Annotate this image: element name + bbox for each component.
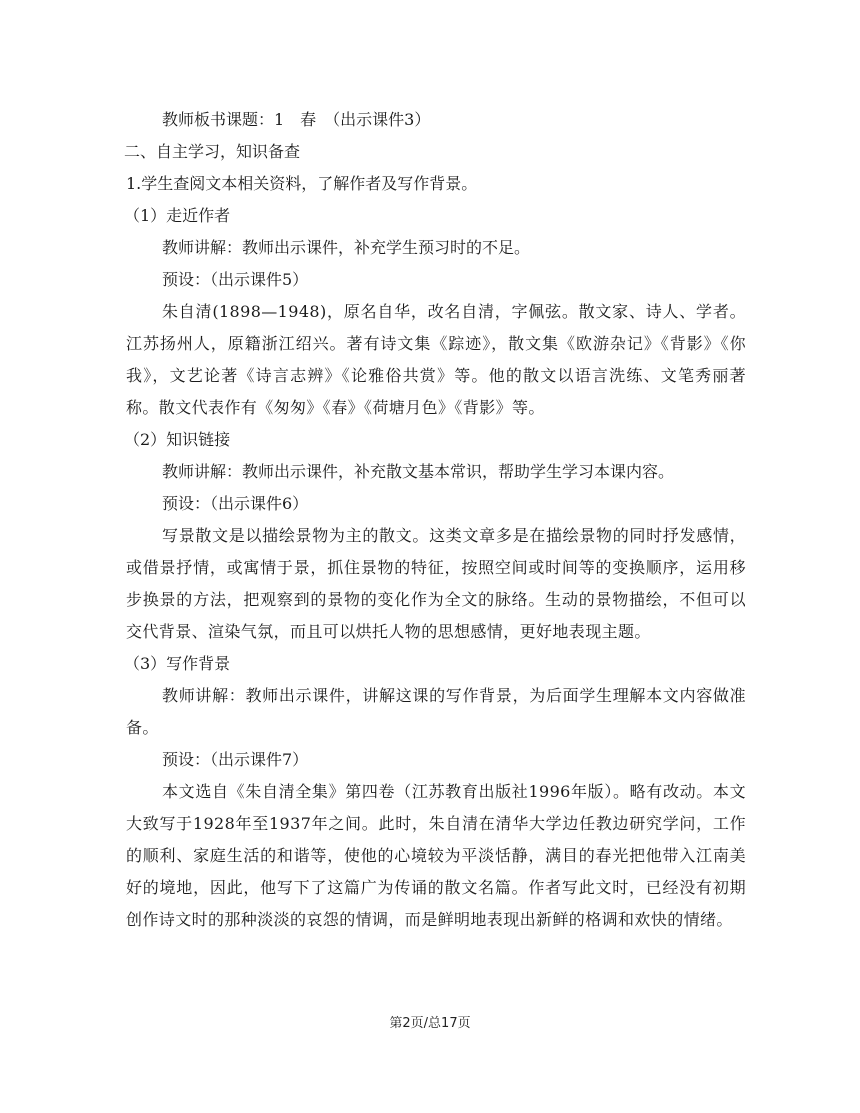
board-title-line: 教师板书课题：1 春 （出示课件3） xyxy=(162,110,431,129)
preset-2: 预设：（出示课件6） xyxy=(162,494,309,513)
background-paragraph: 本文选自《朱自清全集》第四卷（江苏教育出版社1996年版）。略有改动。本文大致写于1928年至1937年之间。此时，朱自清在清华大学边任教边研究学问，工作的顺利、家庭生活的和谐等，使他的心境较为平淡恬静，满目的春光把他带入江南美好的境地，因此，他写下了这篇广为传诵的散文名篇。作者写此文时，已经没有初期创作诗文时的那种淡淡的哀怨的情调，而是鲜明地表现出新鲜的格调和欢快的情绪。 xyxy=(126,782,746,929)
section-heading: 二、自主学习，知识备查 xyxy=(124,142,301,161)
author-paragraph: 朱自清(1898—1948)，原名自华，改名自清，字佩弦。散文家、诗人、学者。江苏扬州人，原籍浙江绍兴。著有诗文集《踪迹》，散文集《欧游杂记》《背影》《你我》，文艺论著《诗言志辨》《论雅俗共赏》等。他的散文以语言洗练、文笔秀丽著称。散文代表作有《匆匆》《春》《荷塘月色》《背影》等。 xyxy=(126,302,746,417)
page-content xyxy=(126,104,746,936)
page-footer: 第2页/总17页 xyxy=(389,1016,471,1031)
teacher-explain-2: 教师讲解：教师出示课件，补充散文基本常识，帮助学生学习本课内容。 xyxy=(162,462,675,481)
knowledge-paragraph: 写景散文是以描绘景物为主的散文。这类文章多是在描绘景物的同时抒发感情，或借景抒情，或寓情于景，抓住景物的特征，按照空间或时间等的变换顺序，运用移步换景的方法，把观察到的景物的变化作为全文的脉络。生动的景物描绘，不但可以交代背景、渲染气氛，而且可以烘托人物的思想感情，更好地表现主题。 xyxy=(126,526,746,641)
teacher-explain-1: 教师讲解：教师出示课件，补充学生预习时的不足。 xyxy=(162,238,531,257)
subsection-knowledge: （2）知识链接 xyxy=(124,430,231,449)
preset-3: 预设：（出示课件7） xyxy=(162,750,309,769)
step-heading: 1.学生查阅文本相关资料，了解作者及写作背景。 xyxy=(126,174,478,193)
subsection-background: （3）写作背景 xyxy=(124,654,231,673)
preset-1: 预设：（出示课件5） xyxy=(162,270,309,289)
subsection-author: （1）走近作者 xyxy=(124,206,231,225)
teacher-explain-3: 教师讲解：教师出示课件，讲解这课的写作背景，为后面学生理解本文内容做准备。 xyxy=(126,686,746,737)
